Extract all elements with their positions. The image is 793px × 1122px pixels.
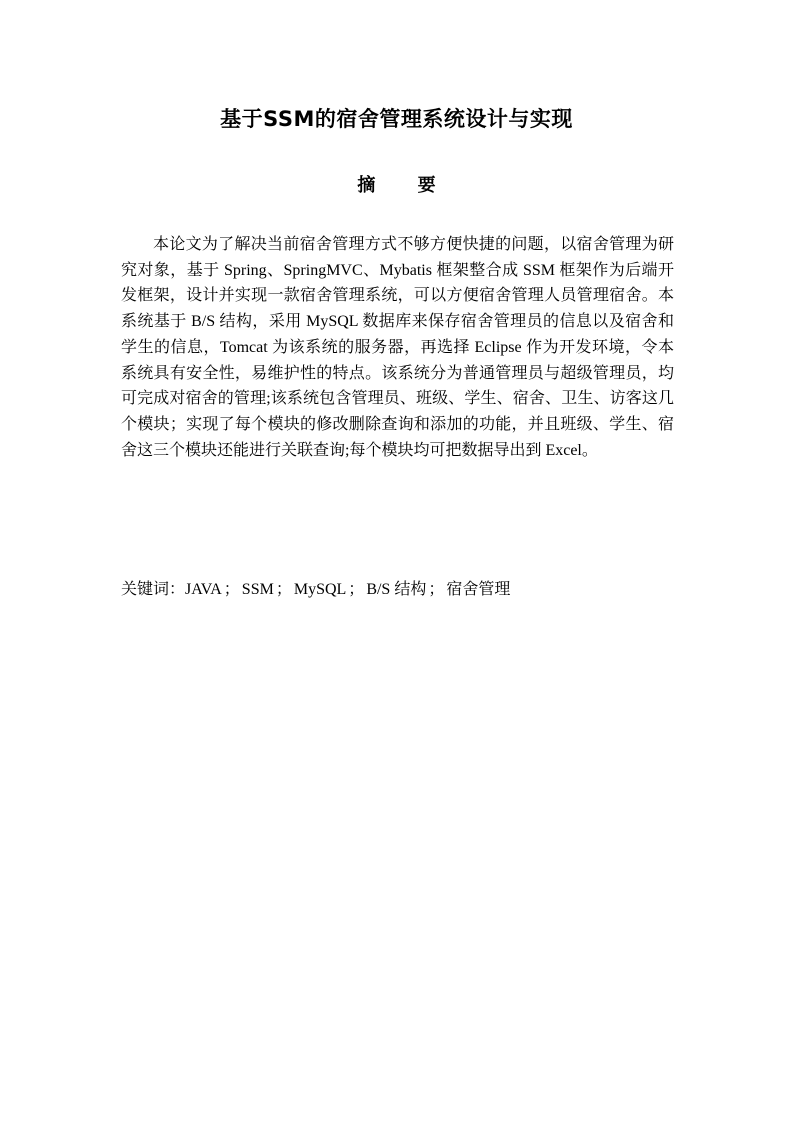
- keywords-line: [121, 577, 674, 603]
- abstract-body: 本论文为了解决当前宿舍管理方式不够方便快捷的问题，以宿舍管理为研究对象，基于 Spring、SpringMVC、Mybatis 框架整合成 SSM 框架作为后端开发框架，设计并实现一款宿舍管理系统，可以方便宿舍管理人员管理宿舍。本系统基于 B/S 结构，采用 MySQL 数据库来保存宿舍管理员的信息以及宿舍和学生的信息，Tomcat 为该系统的服务器，再选择 Eclipse 作为开发环境，令本系统具有安全性，易维护性的特点。该系统分为普通管理员与超级管理员，均可完成对宿舍的管理;该系统包含管理员、班级、学生、宿舍、卫生、访客这几个模块；实现了每个模块的修改删除查询和添加的功能，并且班级、学生、宿舍这三个模块还能进行关联查询;每个模块均可把数据导出到 Excel。: [121, 236, 674, 459]
- keyword-item: JAVA: [185, 581, 222, 598]
- paper-title: 基于SSM的宿舍管理系统设计与实现: [220, 107, 573, 131]
- keyword-separator: ；: [223, 581, 240, 598]
- keyword-separator: ；: [275, 581, 292, 598]
- keyword-separator: ；: [348, 581, 365, 598]
- keyword-item: 宿舍管理: [446, 581, 511, 598]
- keywords-label: 关键词：: [121, 581, 186, 598]
- keyword-separator: ；: [428, 581, 445, 598]
- keyword-item: SSM: [241, 581, 274, 598]
- abstract-heading: 摘 要: [357, 175, 454, 196]
- keyword-item: B/S 结构: [366, 581, 427, 598]
- keyword-item: MySQL: [293, 581, 347, 598]
